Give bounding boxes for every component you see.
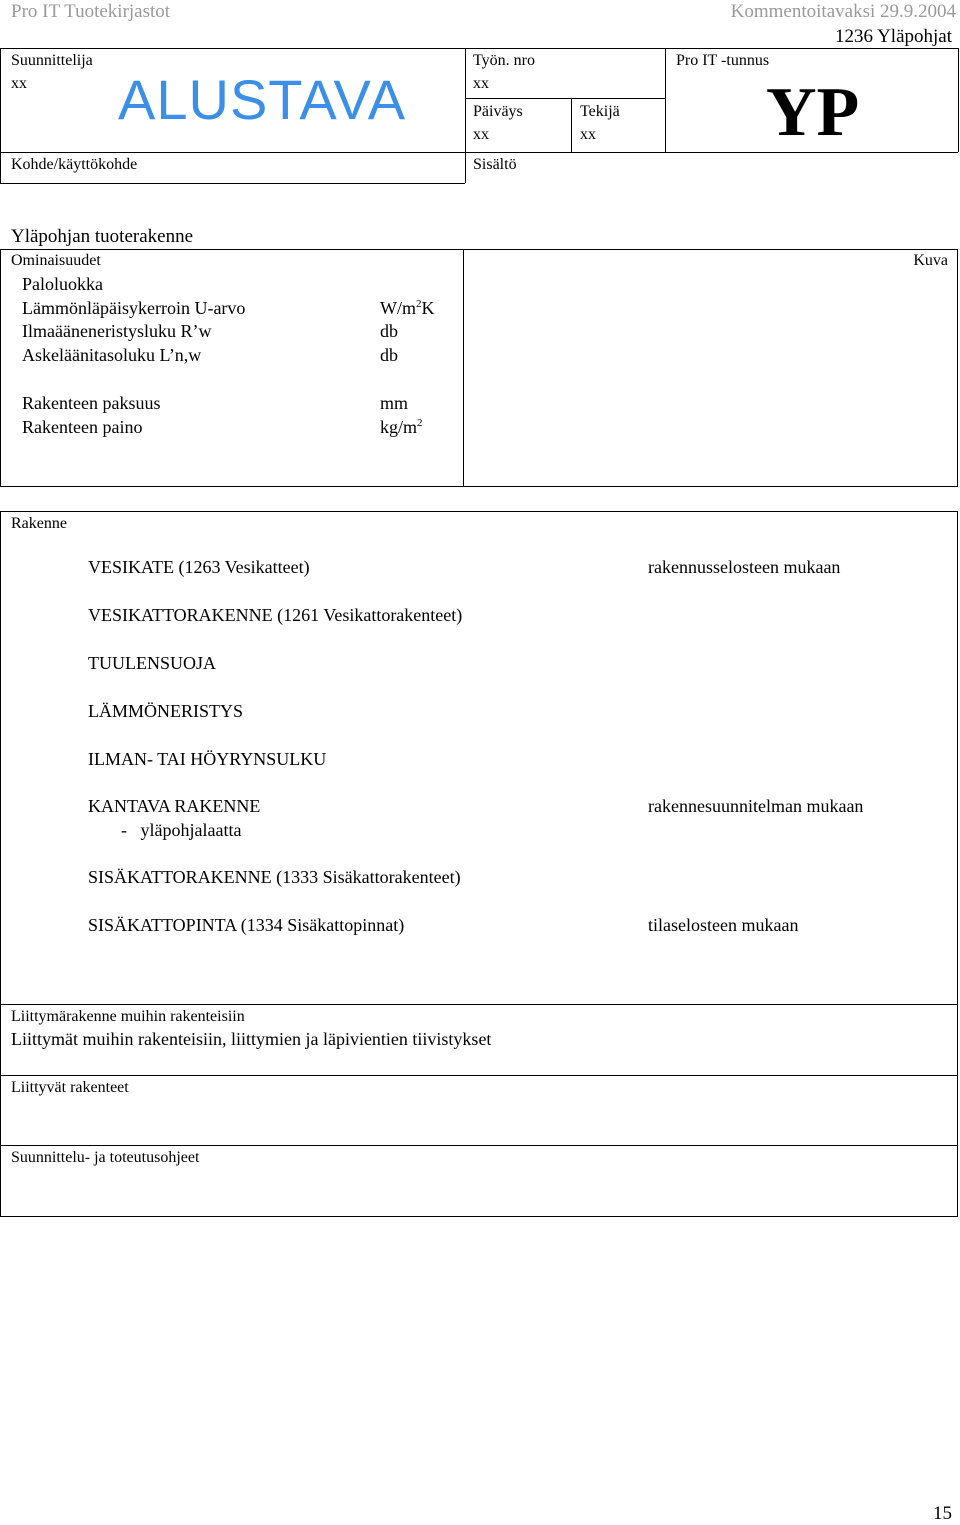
date-value: xx (473, 126, 489, 143)
layer-note: rakennesuunnitelman mukaan (648, 796, 864, 816)
divider (665, 48, 666, 152)
divider (0, 1145, 958, 1146)
layer-name: SISÄKATTOPINTA (1334 Sisäkattopinnat) (88, 915, 405, 935)
property-unit: db (380, 345, 398, 365)
junctions-text: Liittymät muihin rakenteisiin, liittymien ja läpivientien tiivistykset (11, 1029, 492, 1049)
author-label: Tekijä (580, 103, 620, 120)
property-unit: db (380, 321, 398, 341)
designer-value: xx (11, 75, 27, 92)
property-name: Paloluokka (22, 274, 103, 294)
proit-id-value: YP (766, 74, 860, 151)
layer-note: tilaselosteen mukaan (648, 915, 799, 935)
date-label: Päiväys (473, 103, 523, 120)
layer-name: ILMAN- TAI HÖYRYNSULKU (88, 749, 327, 769)
proit-id-label: Pro IT -tunnus (676, 52, 770, 69)
divider (571, 98, 572, 152)
structure-label: Rakenne (11, 515, 67, 532)
properties-frame (0, 249, 958, 487)
divider (0, 183, 465, 184)
property-name: Askeläänitasoluku L’n,w (22, 345, 202, 365)
layer-name: SISÄKATTORAKENNE (1333 Sisäkattorakenteet) (88, 867, 461, 887)
related-structures-label: Liittyvät rakenteet (11, 1079, 129, 1096)
properties-label: Ominaisuudet (11, 252, 101, 269)
header-section-title: 1236 Yläpohjat (835, 26, 952, 47)
divider (0, 48, 1, 183)
divider (465, 48, 466, 183)
layer-name: VESIKATE (1263 Vesikatteet) (88, 557, 310, 577)
property-name: Ilmaääneneristysluku R’w (22, 321, 212, 341)
layer-name: TUULENSUOJA (88, 653, 216, 673)
content-label: Sisältö (473, 156, 517, 173)
work-number-label: Työn. nro (473, 52, 535, 69)
status-stamp: ALUSTAVA (118, 68, 407, 131)
junctions-label: Liittymärakenne muihin rakenteisiin (11, 1008, 245, 1025)
layer-note: rakennusselosteen mukaan (648, 557, 841, 577)
divider (0, 152, 958, 153)
target-label: Kohde/käyttökohde (11, 156, 138, 173)
divider (463, 249, 464, 487)
dimension-name: Rakenteen paino (22, 417, 143, 437)
header-comment-date: Kommentoitavaksi 29.9.2004 (730, 1, 956, 22)
divider (0, 48, 958, 49)
divider (0, 1004, 958, 1005)
work-number-value: xx (473, 75, 489, 92)
author-value: xx (580, 126, 596, 143)
dimension-unit: mm (380, 393, 409, 413)
product-title: Yläpohjan tuoterakenne (11, 226, 194, 247)
image-label: Kuva (913, 252, 948, 269)
guidelines-label: Suunnittelu- ja toteutusohjeet (11, 1149, 200, 1166)
page-number: 15 (933, 1503, 952, 1524)
property-unit: $W/m^2K$ (380, 298, 435, 318)
layer-name: VESIKATTORAKENNE (1261 Vesikattorakenteet) (88, 605, 463, 625)
divider (0, 1075, 958, 1076)
dimension-name: Rakenteen paksuus (22, 393, 161, 413)
divider (465, 98, 665, 99)
layer-name: KANTAVA RAKENNE (88, 796, 261, 816)
property-name: Lämmönläpäisykerroin U-arvo (22, 298, 246, 318)
divider (958, 48, 959, 152)
header-library-name: Pro IT Tuotekirjastot (11, 1, 171, 22)
layer-sub-item: - yläpohjalaatta (121, 820, 242, 840)
designer-label: Suunnittelija (11, 52, 93, 69)
dimension-unit: $kg/m^2$ (380, 417, 423, 437)
layer-name: LÄMMÖNERISTYS (88, 701, 244, 721)
